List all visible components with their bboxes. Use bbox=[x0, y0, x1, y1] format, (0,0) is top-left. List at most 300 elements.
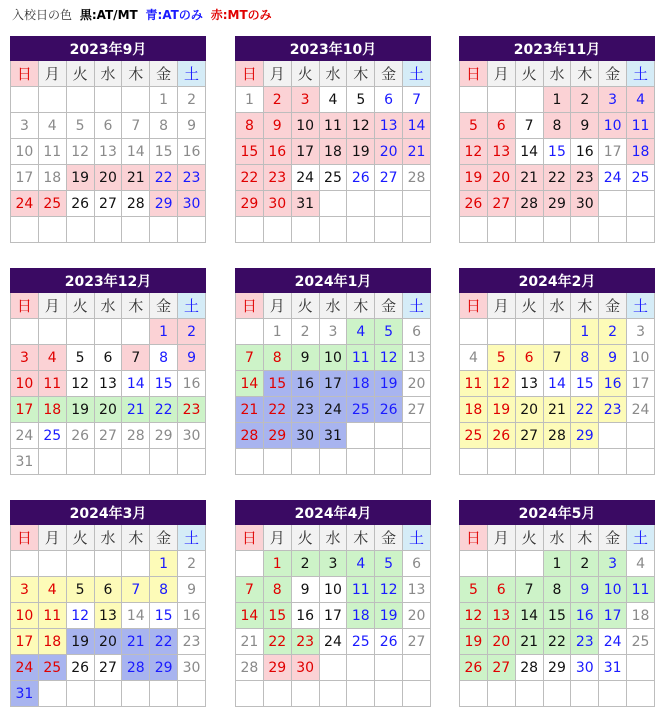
empty-day bbox=[375, 423, 403, 449]
calendar-day: 28 bbox=[122, 655, 150, 681]
weekday-header: 金 bbox=[150, 525, 178, 551]
calendar-day: 20 bbox=[403, 371, 431, 397]
empty-day bbox=[627, 217, 655, 243]
calendar-day: 29 bbox=[150, 191, 178, 217]
empty-day bbox=[150, 681, 178, 707]
calendar-day: 7 bbox=[122, 113, 150, 139]
weekday-header: 木 bbox=[122, 61, 150, 87]
calendar-day: 18 bbox=[627, 603, 655, 629]
calendar-day: 19 bbox=[66, 397, 94, 423]
calendar-day: 5 bbox=[66, 577, 94, 603]
empty-day bbox=[403, 191, 431, 217]
weekday-header: 水 bbox=[94, 61, 122, 87]
calendar-day: 7 bbox=[515, 113, 543, 139]
calendar-day: 24 bbox=[11, 191, 39, 217]
calendar-day: 17 bbox=[11, 629, 39, 655]
weekday-header: 土 bbox=[403, 525, 431, 551]
weekday-header: 月 bbox=[38, 293, 66, 319]
calendar-day: 29 bbox=[150, 655, 178, 681]
calendar-day: 13 bbox=[487, 603, 515, 629]
empty-day bbox=[403, 681, 431, 707]
weekday-header: 日 bbox=[460, 293, 488, 319]
weekday-header: 土 bbox=[178, 293, 206, 319]
calendar-day: 29 bbox=[263, 423, 291, 449]
calendar-day: 9 bbox=[178, 113, 206, 139]
calendar-day: 10 bbox=[319, 345, 347, 371]
empty-day bbox=[94, 551, 122, 577]
weekday-header: 月 bbox=[487, 293, 515, 319]
weekday-header: 月 bbox=[38, 61, 66, 87]
empty-day bbox=[94, 449, 122, 475]
calendar-day: 14 bbox=[236, 371, 264, 397]
calendar-day: 11 bbox=[347, 577, 375, 603]
calendar-day: 9 bbox=[571, 113, 599, 139]
calendar-day: 2 bbox=[291, 551, 319, 577]
empty-day bbox=[460, 87, 488, 113]
empty-day bbox=[236, 449, 264, 475]
calendar-day: 28 bbox=[403, 165, 431, 191]
empty-day bbox=[599, 681, 627, 707]
calendar-day: 6 bbox=[403, 551, 431, 577]
calendar-day: 29 bbox=[263, 655, 291, 681]
empty-day bbox=[375, 191, 403, 217]
empty-day bbox=[627, 655, 655, 681]
weekday-header: 火 bbox=[515, 61, 543, 87]
calendar-day: 15 bbox=[543, 603, 571, 629]
calendar-day: 23 bbox=[599, 397, 627, 423]
calendar-day: 15 bbox=[150, 371, 178, 397]
calendar-day: 20 bbox=[94, 397, 122, 423]
calendar-day: 2 bbox=[599, 319, 627, 345]
calendar-day: 28 bbox=[515, 191, 543, 217]
calendar-day: 10 bbox=[627, 345, 655, 371]
calendar-day: 8 bbox=[543, 577, 571, 603]
weekday-header: 水 bbox=[94, 293, 122, 319]
calendar-day: 11 bbox=[319, 113, 347, 139]
weekday-header: 木 bbox=[347, 293, 375, 319]
calendar-day: 30 bbox=[291, 655, 319, 681]
weekday-header: 火 bbox=[291, 293, 319, 319]
calendar-day: 14 bbox=[515, 139, 543, 165]
calendar-day: 16 bbox=[291, 371, 319, 397]
calendar-day: 3 bbox=[599, 551, 627, 577]
empty-day bbox=[460, 449, 488, 475]
empty-day bbox=[599, 449, 627, 475]
calendar-day: 2 bbox=[571, 87, 599, 113]
calendar-day: 21 bbox=[122, 629, 150, 655]
empty-day bbox=[236, 681, 264, 707]
empty-day bbox=[236, 217, 264, 243]
calendar-day: 8 bbox=[236, 113, 264, 139]
calendar-day: 8 bbox=[150, 345, 178, 371]
weekday-header: 土 bbox=[627, 525, 655, 551]
calendar-day: 10 bbox=[11, 603, 39, 629]
calendar-day: 12 bbox=[66, 139, 94, 165]
month-title: 2024年4月 bbox=[236, 501, 431, 525]
calendar-day: 30 bbox=[291, 423, 319, 449]
empty-day bbox=[571, 449, 599, 475]
calendar-day: 31 bbox=[599, 655, 627, 681]
weekday-header: 土 bbox=[403, 61, 431, 87]
calendar-day: 6 bbox=[515, 345, 543, 371]
empty-day bbox=[66, 681, 94, 707]
calendar-day: 12 bbox=[375, 345, 403, 371]
calendar-day: 3 bbox=[11, 345, 39, 371]
calendar-day: 1 bbox=[150, 319, 178, 345]
empty-day bbox=[94, 217, 122, 243]
calendar-day: 12 bbox=[487, 371, 515, 397]
empty-day bbox=[263, 449, 291, 475]
calendar-day: 15 bbox=[150, 139, 178, 165]
calendar-day: 10 bbox=[599, 577, 627, 603]
month-title: 2023年9月 bbox=[11, 37, 206, 61]
weekday-header: 木 bbox=[347, 61, 375, 87]
empty-day bbox=[403, 449, 431, 475]
calendar-day: 28 bbox=[236, 423, 264, 449]
calendar-day: 25 bbox=[347, 629, 375, 655]
calendar-day: 29 bbox=[150, 423, 178, 449]
empty-day bbox=[627, 681, 655, 707]
calendar-day: 4 bbox=[347, 551, 375, 577]
calendar-day: 24 bbox=[319, 397, 347, 423]
empty-day bbox=[122, 681, 150, 707]
calendar-day: 27 bbox=[403, 629, 431, 655]
calendar-day: 27 bbox=[487, 191, 515, 217]
calendar-day: 7 bbox=[403, 87, 431, 113]
empty-day bbox=[319, 191, 347, 217]
month-title: 2023年12月 bbox=[11, 269, 206, 293]
calendar-day: 13 bbox=[375, 113, 403, 139]
calendar-day: 12 bbox=[460, 603, 488, 629]
calendar-day: 15 bbox=[571, 371, 599, 397]
calendar-day: 30 bbox=[178, 423, 206, 449]
calendar-day: 12 bbox=[66, 603, 94, 629]
weekday-header: 金 bbox=[599, 525, 627, 551]
calendar-day: 21 bbox=[543, 397, 571, 423]
weekday-header: 木 bbox=[347, 525, 375, 551]
empty-day bbox=[66, 217, 94, 243]
empty-day bbox=[347, 449, 375, 475]
calendar-day: 25 bbox=[347, 397, 375, 423]
calendar-day: 3 bbox=[319, 319, 347, 345]
calendar-day: 8 bbox=[150, 113, 178, 139]
calendar-day: 25 bbox=[38, 423, 66, 449]
calendar-day: 22 bbox=[150, 397, 178, 423]
weekday-header: 火 bbox=[515, 293, 543, 319]
calendar-day: 27 bbox=[403, 397, 431, 423]
calendar-day: 24 bbox=[599, 165, 627, 191]
calendar-day: 5 bbox=[66, 345, 94, 371]
weekday-header: 火 bbox=[291, 61, 319, 87]
empty-day bbox=[375, 655, 403, 681]
calendar-day: 2 bbox=[571, 551, 599, 577]
empty-day bbox=[150, 217, 178, 243]
legend-blue: 青:ATのみ bbox=[145, 8, 203, 22]
empty-day bbox=[66, 319, 94, 345]
calendar-day: 18 bbox=[627, 139, 655, 165]
empty-day bbox=[38, 217, 66, 243]
calendar-day: 6 bbox=[375, 87, 403, 113]
calendar-day: 18 bbox=[347, 603, 375, 629]
weekday-header: 金 bbox=[150, 61, 178, 87]
calendar-day: 6 bbox=[94, 577, 122, 603]
calendar-day: 28 bbox=[515, 655, 543, 681]
calendar-day: 30 bbox=[263, 191, 291, 217]
calendar-day: 7 bbox=[122, 345, 150, 371]
empty-day bbox=[347, 655, 375, 681]
calendar-day: 6 bbox=[403, 319, 431, 345]
calendar-day: 29 bbox=[571, 423, 599, 449]
calendar-day: 1 bbox=[571, 319, 599, 345]
calendar-day: 4 bbox=[38, 113, 66, 139]
calendar-day: 25 bbox=[627, 165, 655, 191]
calendar-day: 22 bbox=[571, 397, 599, 423]
empty-day bbox=[543, 681, 571, 707]
weekday-header: 水 bbox=[543, 293, 571, 319]
calendar-day: 24 bbox=[599, 629, 627, 655]
calendar-day: 2 bbox=[178, 87, 206, 113]
calendar-day: 16 bbox=[599, 371, 627, 397]
empty-day bbox=[178, 449, 206, 475]
calendar-day: 25 bbox=[38, 191, 66, 217]
empty-day bbox=[66, 87, 94, 113]
calendar-day: 5 bbox=[487, 345, 515, 371]
empty-day bbox=[347, 217, 375, 243]
calendar-day: 23 bbox=[178, 629, 206, 655]
calendar-day: 24 bbox=[291, 165, 319, 191]
calendar-day: 10 bbox=[11, 139, 39, 165]
month-title: 2024年5月 bbox=[460, 501, 655, 525]
calendar-day: 25 bbox=[460, 423, 488, 449]
calendar-day: 14 bbox=[122, 139, 150, 165]
calendar-day: 17 bbox=[319, 371, 347, 397]
empty-day bbox=[403, 423, 431, 449]
calendar-day: 27 bbox=[515, 423, 543, 449]
calendar-day: 10 bbox=[11, 371, 39, 397]
calendar-day: 11 bbox=[38, 603, 66, 629]
weekday-header: 月 bbox=[487, 525, 515, 551]
weekday-header: 日 bbox=[460, 61, 488, 87]
legend-title: 入校日の色 bbox=[12, 8, 73, 22]
calendar-day: 13 bbox=[403, 577, 431, 603]
calendar-day: 30 bbox=[571, 655, 599, 681]
weekday-header: 日 bbox=[236, 525, 264, 551]
calendar-day: 31 bbox=[319, 423, 347, 449]
calendar-day: 26 bbox=[460, 191, 488, 217]
calendar-day: 14 bbox=[122, 371, 150, 397]
calendar-day: 27 bbox=[94, 423, 122, 449]
calendar-day: 27 bbox=[487, 655, 515, 681]
calendar-day: 19 bbox=[347, 139, 375, 165]
empty-day bbox=[38, 87, 66, 113]
empty-day bbox=[236, 319, 264, 345]
calendar-month bbox=[10, 36, 206, 243]
weekday-header: 火 bbox=[291, 525, 319, 551]
calendar-day: 2 bbox=[178, 319, 206, 345]
weekday-header: 日 bbox=[236, 293, 264, 319]
calendar-day: 9 bbox=[263, 113, 291, 139]
calendar-day: 27 bbox=[94, 655, 122, 681]
weekday-header: 土 bbox=[627, 61, 655, 87]
calendar-month bbox=[10, 500, 206, 707]
calendar-day: 15 bbox=[263, 603, 291, 629]
weekday-header: 金 bbox=[599, 293, 627, 319]
empty-day bbox=[599, 423, 627, 449]
calendar-day: 14 bbox=[403, 113, 431, 139]
calendar-day: 16 bbox=[178, 139, 206, 165]
empty-day bbox=[599, 191, 627, 217]
calendar-day: 21 bbox=[515, 165, 543, 191]
calendar-day: 3 bbox=[11, 113, 39, 139]
weekday-header: 木 bbox=[571, 293, 599, 319]
calendar-day: 29 bbox=[543, 655, 571, 681]
month-title: 2024年2月 bbox=[460, 269, 655, 293]
calendar-day: 20 bbox=[487, 165, 515, 191]
calendar-day: 13 bbox=[515, 371, 543, 397]
weekday-header: 木 bbox=[122, 293, 150, 319]
calendar-day: 29 bbox=[543, 191, 571, 217]
calendar-day: 12 bbox=[460, 139, 488, 165]
calendar-day: 3 bbox=[291, 87, 319, 113]
calendar-day: 11 bbox=[347, 345, 375, 371]
calendar-day: 16 bbox=[571, 139, 599, 165]
calendar-day: 28 bbox=[543, 423, 571, 449]
calendar-day: 28 bbox=[236, 655, 264, 681]
empty-day bbox=[487, 551, 515, 577]
calendar-month bbox=[459, 268, 655, 475]
calendar-day: 31 bbox=[11, 681, 39, 707]
empty-day bbox=[291, 681, 319, 707]
calendar-day: 28 bbox=[122, 423, 150, 449]
empty-day bbox=[94, 681, 122, 707]
calendar-day: 24 bbox=[627, 397, 655, 423]
calendar-day: 8 bbox=[263, 577, 291, 603]
weekday-header: 金 bbox=[375, 525, 403, 551]
calendar-day: 25 bbox=[38, 655, 66, 681]
legend-black: 黒:AT/MT bbox=[79, 8, 138, 22]
weekday-header: 木 bbox=[122, 525, 150, 551]
empty-day bbox=[94, 319, 122, 345]
weekday-header: 日 bbox=[460, 525, 488, 551]
calendar-day: 16 bbox=[263, 139, 291, 165]
empty-day bbox=[291, 449, 319, 475]
calendar-day: 20 bbox=[487, 629, 515, 655]
weekday-header: 金 bbox=[375, 293, 403, 319]
empty-day bbox=[122, 551, 150, 577]
calendar-day: 4 bbox=[627, 87, 655, 113]
empty-day bbox=[375, 449, 403, 475]
calendar-month bbox=[235, 500, 431, 707]
calendar-day: 25 bbox=[319, 165, 347, 191]
calendar-day: 26 bbox=[375, 397, 403, 423]
calendar-day: 12 bbox=[375, 577, 403, 603]
weekday-header: 火 bbox=[66, 293, 94, 319]
calendar-day: 8 bbox=[543, 113, 571, 139]
calendar-day: 15 bbox=[543, 139, 571, 165]
calendar-day: 3 bbox=[627, 319, 655, 345]
calendar-day: 28 bbox=[122, 191, 150, 217]
empty-day bbox=[122, 217, 150, 243]
empty-day bbox=[515, 87, 543, 113]
month-title: 2023年11月 bbox=[460, 37, 655, 61]
calendar-day: 21 bbox=[403, 139, 431, 165]
empty-day bbox=[460, 217, 488, 243]
calendar-day: 6 bbox=[94, 113, 122, 139]
calendar-day: 19 bbox=[66, 629, 94, 655]
calendar-day: 20 bbox=[94, 629, 122, 655]
calendar-day: 22 bbox=[263, 397, 291, 423]
calendar-day: 15 bbox=[150, 603, 178, 629]
calendar-day: 8 bbox=[263, 345, 291, 371]
calendar-day: 9 bbox=[599, 345, 627, 371]
calendar-day: 7 bbox=[515, 577, 543, 603]
month-title: 2023年10月 bbox=[236, 37, 431, 61]
calendar-day: 21 bbox=[515, 629, 543, 655]
calendar-month bbox=[459, 36, 655, 243]
empty-day bbox=[122, 319, 150, 345]
calendar-day: 20 bbox=[403, 603, 431, 629]
calendar-day: 22 bbox=[543, 629, 571, 655]
calendar-day: 3 bbox=[11, 577, 39, 603]
calendar-day: 30 bbox=[571, 191, 599, 217]
empty-day bbox=[487, 87, 515, 113]
calendar-day: 24 bbox=[319, 629, 347, 655]
calendar-day: 13 bbox=[403, 345, 431, 371]
calendar-day: 30 bbox=[178, 655, 206, 681]
calendar-day: 17 bbox=[599, 139, 627, 165]
empty-day bbox=[460, 319, 488, 345]
weekday-header: 土 bbox=[178, 525, 206, 551]
calendar-day: 14 bbox=[543, 371, 571, 397]
calendar-month bbox=[10, 268, 206, 475]
empty-day bbox=[122, 87, 150, 113]
calendar-day: 19 bbox=[66, 165, 94, 191]
empty-day bbox=[319, 655, 347, 681]
empty-day bbox=[543, 449, 571, 475]
empty-day bbox=[263, 217, 291, 243]
calendar-day: 2 bbox=[178, 551, 206, 577]
empty-day bbox=[178, 217, 206, 243]
calendar-day: 23 bbox=[571, 629, 599, 655]
empty-day bbox=[347, 681, 375, 707]
calendar-day: 31 bbox=[291, 191, 319, 217]
empty-day bbox=[460, 551, 488, 577]
empty-day bbox=[403, 655, 431, 681]
calendar-day: 6 bbox=[94, 345, 122, 371]
weekday-header: 日 bbox=[11, 525, 39, 551]
empty-day bbox=[515, 449, 543, 475]
calendar-day: 17 bbox=[319, 603, 347, 629]
calendar-day: 4 bbox=[627, 551, 655, 577]
calendar-day: 6 bbox=[487, 113, 515, 139]
calendar-day: 16 bbox=[571, 603, 599, 629]
calendar-day: 30 bbox=[178, 191, 206, 217]
calendar-day: 22 bbox=[263, 629, 291, 655]
calendar-day: 4 bbox=[460, 345, 488, 371]
weekday-header: 火 bbox=[66, 525, 94, 551]
empty-day bbox=[38, 449, 66, 475]
empty-day bbox=[627, 423, 655, 449]
calendar-day: 1 bbox=[543, 551, 571, 577]
empty-day bbox=[291, 217, 319, 243]
calendar-day: 19 bbox=[375, 371, 403, 397]
calendar-day: 9 bbox=[571, 577, 599, 603]
empty-day bbox=[347, 191, 375, 217]
calendar-month bbox=[459, 500, 655, 707]
weekday-header: 月 bbox=[263, 61, 291, 87]
weekday-header: 土 bbox=[627, 293, 655, 319]
calendar-day: 8 bbox=[571, 345, 599, 371]
